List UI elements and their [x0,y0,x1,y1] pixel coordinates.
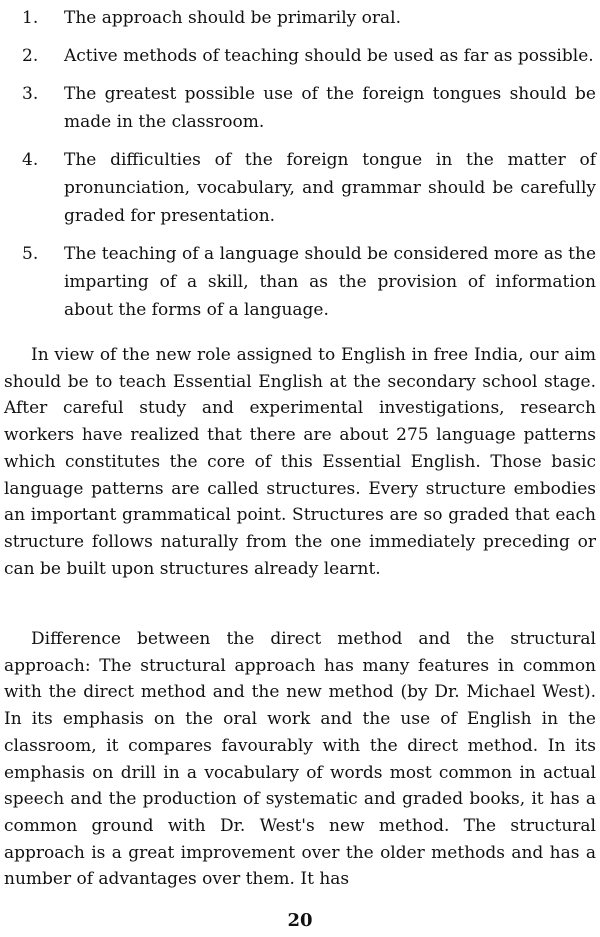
list-item-text: Active methods of teaching should be used as far as possible. [64,46,594,66]
list-item-number: 4. [22,150,39,170]
list-item [22,146,596,230]
list-item [22,80,596,136]
paragraph-direct-vs-structural: Difference between the direct method and the structural approach: The structural approach has many features in common with the direct method and the new method (by Dr. Michael West). In its emphasis on the oral work and the use of English in the classroom, it compares favourably with the direct method. In its emphasis on drill in a vocabulary of words most common in actual speech and the production of systematic and graded books, it has a common ground with Dr. West's new method. The structural approach is a great improvement over the older methods and has a number of advantages over them. It has [4,629,596,890]
principles-list [22,4,596,334]
list-item-number: 5. [22,244,39,264]
page-number: 20 [287,910,313,931]
list-item [22,42,596,70]
list-item-text: The greatest possible use of the foreign tongues should be made in the classroom. [64,84,596,132]
list-item-text: The difficulties of the foreign tongue in the matter of pronunciation, vocabulary, and grammar should be carefully graded for presentation. [64,150,596,226]
list-item-number: 1. [22,8,39,28]
paragraph-essential-english: In view of the new role assigned to English in free India, our aim should be to teach Essential English at the secondary school stage. After careful study and experimental investigations, research workers have realized that there are about 275 language patterns which constitutes the core of this Essential English. Those basic language patterns are called structures. Every structure embodies an important grammatical point. Structures are so graded that each structure follows naturally from the one immediately preceding or can be built upon structures already learnt. [4,345,596,579]
list-item-text: The teaching of a language should be considered more as the imparting of a skill, than as the provision of information about the forms of a language. [64,244,596,320]
list-item-number: 2. [22,46,39,66]
list-item [22,240,596,324]
list-item-number: 3. [22,84,39,104]
list-item [22,4,596,32]
list-item-text: The approach should be primarily oral. [64,8,401,28]
